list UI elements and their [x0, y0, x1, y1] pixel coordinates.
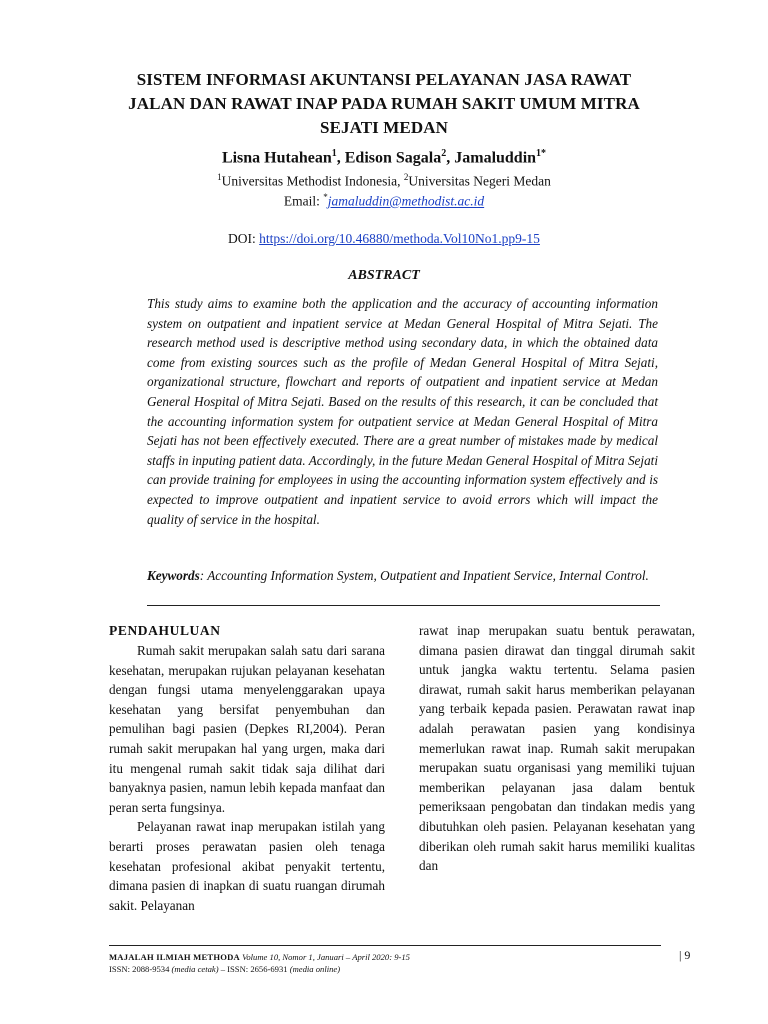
- keywords: [147, 566, 658, 586]
- body-paragraph: Pelayanan rawat inap merupakan istilah yang berarti proses perawatan pasien oleh tenaga kesehatan profesional akibat penyakit tertentu, dimana pasien di inapkan di suatu ruangan dirumah sakit. Pelayanan: [109, 819, 385, 913]
- author-mark: 1*: [536, 148, 547, 159]
- issn-online: ISSN: 2656-6931: [227, 964, 288, 974]
- affiliation-name: Universitas Methodist Indonesia: [221, 173, 398, 189]
- affiliations: $^1$Universitas Methodist Indonesia, $^2$Universitas Negeri Medan: [217, 172, 551, 189]
- affiliation-name: Universitas Negeri Medan: [408, 173, 551, 189]
- author-mark: 2: [441, 148, 447, 159]
- issn-separator: –: [218, 964, 228, 974]
- footer-issn: [109, 964, 340, 974]
- author-mark: 1: [331, 148, 337, 159]
- doi-line: [110, 231, 658, 247]
- email-mark: *: [323, 192, 328, 202]
- email-link[interactable]: jamaluddin@methodist.ac.id: [327, 193, 485, 209]
- footer-journal: [109, 952, 410, 962]
- paper-title: [110, 68, 658, 140]
- doi-link[interactable]: https://doi.org/10.46880/methoda.Vol10No1.pp9-15: [259, 231, 540, 246]
- left-column: [109, 641, 385, 915]
- issn-print-note: (media cetak): [169, 964, 219, 974]
- footer-divider: [109, 945, 661, 946]
- email-label: Email:: [283, 193, 324, 209]
- issn-online-note: (media online): [287, 964, 341, 974]
- issn-print: ISSN: 2088-9534: [109, 964, 170, 974]
- keywords-text: : Accounting Information System, Outpatient and Inpatient Service, Internal Control.: [199, 568, 649, 583]
- author-name: Lisna Hutahean: [221, 149, 332, 167]
- abstract-heading: ABSTRACT: [348, 268, 420, 283]
- author-name: Edison Sagala: [344, 149, 442, 167]
- abstract-body: This study aims to examine both the application and the accuracy of accounting information system on outpatient and inpatient service at Medan General Hospital of Mitra Sejati. The research method used is descriptive method using secondary data, in which the obtained data come from existing sources such as the profile of Medan General Hospital of Mitra Sejati, organizational structure, flowchart and reports of outpatient and inpatient service at Medan General Hospital of Mitra Sejati. Based on the results of this research, it can be concluded that the accounting information system for outpatient service at Medan General Hospital of Mitra Sejati has not been effectively executed. There are a great number of mistakes made by medical staffs in inputing patient data. Accordingly, in the future Medan General Hospital of Mitra Sejati can provide training for employees in using the accounting information system effectively and is expected to improve outpatient and inpatient service to avoid errors which will impact the quality of service in the hospital.: [147, 296, 658, 527]
- affiliation-mark: 2: [403, 172, 409, 182]
- doi-label: DOI:: [228, 231, 260, 246]
- keywords-label: Keywords: [147, 568, 200, 583]
- title-line: SISTEM INFORMASI AKUNTANSI PELAYANAN JASA RAWAT: [136, 70, 632, 89]
- author-list: Lisna Hutahean$^1$, Edison Sagala$^2$, Jamaluddin$^{1*}$: [221, 148, 547, 167]
- journal-issue: Volume 10, Nomor 1, Januari – April 2020: 9-15: [239, 952, 410, 962]
- author-name: Jamaluddin: [454, 149, 537, 167]
- right-column: [419, 621, 695, 876]
- affiliation-mark: 1: [217, 172, 222, 182]
- journal-name: MAJALAH ILMIAH METHODA: [109, 952, 240, 962]
- body-paragraph: rawat inap merupakan suatu bentuk perawatan, dimana pasien dirawat dan tinggal dirumah sakit untuk jangka waktu tertentu. Selama pasien dirawat, rumah sakit harus memberikan pelayanan yang terbaik kepada pasien. Perawatan rawat inap adalah perawatan pasien yang kondisinya memerlukan rawat inap. Rumah sakit merupakan merupakan suatu organisasi yang memiliki tujuan memberikan pelayanan jasa dalam bentuk pemeriksaan pengobatan dan tindakan medis yang dibutuhkan oleh pasien. Pelayanan kesehatan yang diberikan oleh rumah sakit harus memiliki kualitas dan: [419, 623, 695, 874]
- section-heading: PENDAHULUAN: [109, 623, 221, 638]
- page-number: | 9: [679, 948, 691, 962]
- email-line: [110, 192, 658, 210]
- body-paragraph: Rumah sakit merupakan salah satu dari sarana kesehatan, merupakan rujukan pelayanan kesehatan dengan fungsi utama menyelenggarakan upaya kesehatan yang bersifat penyembuhan dan pemulihan bagi pasien (Depkes RI,2004). Peran rumah sakit merupakan hal yang urgen, maka dari itu mengenal rumah sakit tidak saja dilihat dari banyaknya pasien, namun lebih kepada manfaat dan peran serta fungsinya.: [109, 643, 385, 815]
- title-line: SEJATI MEDAN: [320, 118, 448, 137]
- title-line: JALAN DAN RAWAT INAP PADA RUMAH SAKIT UMUM MITRA: [128, 94, 640, 113]
- abstract-divider: [147, 605, 660, 606]
